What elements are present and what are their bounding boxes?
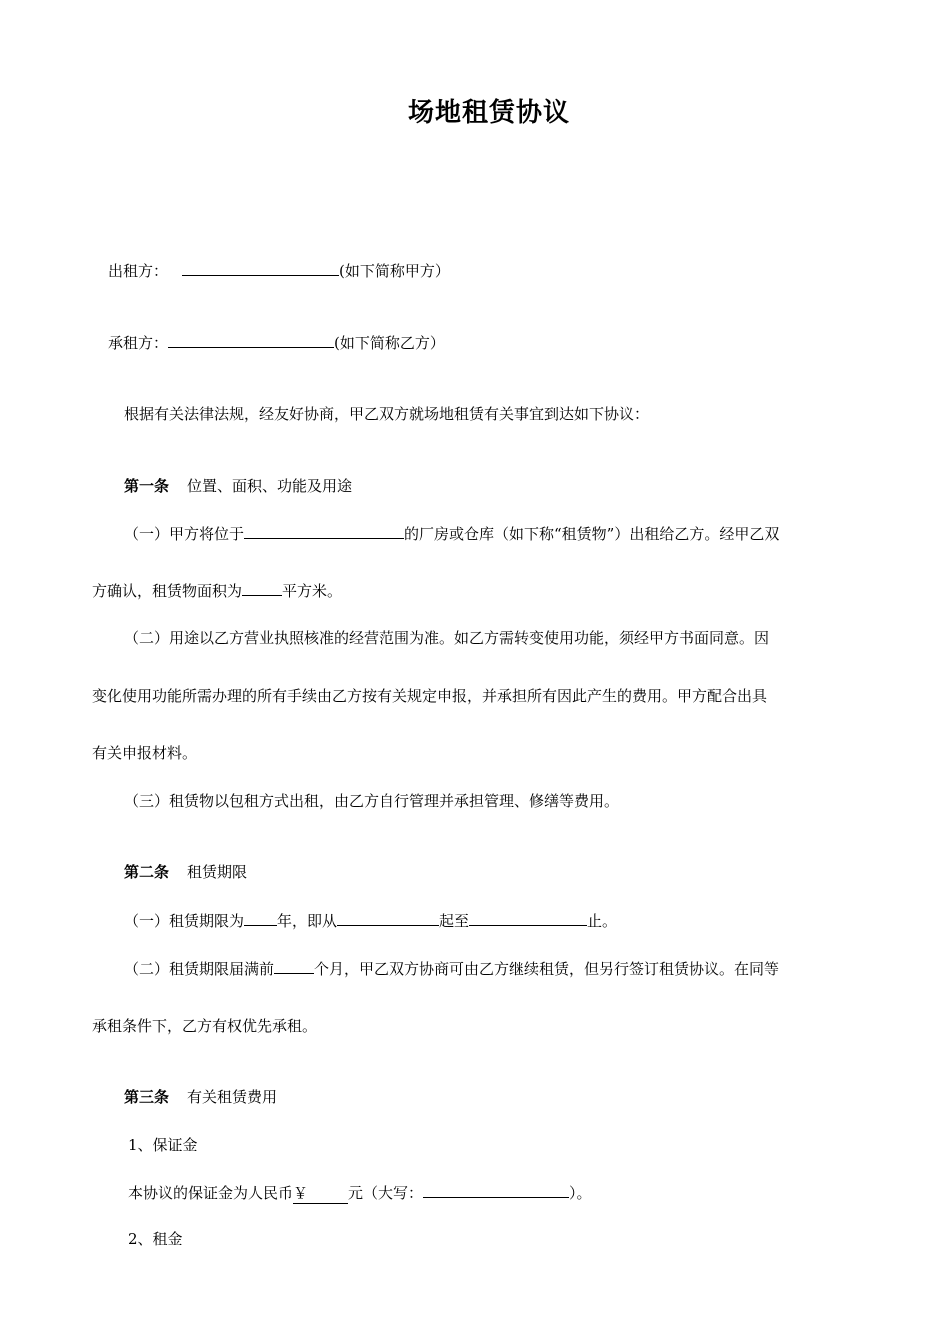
article2-p1-text-c: 起至 <box>439 912 470 930</box>
deposit-line <box>128 1182 908 1204</box>
lessor-line <box>108 260 888 281</box>
deposit-words-blank <box>423 1182 569 1198</box>
area-blank <box>242 580 282 596</box>
deposit-text-a: 本协议的保证金为人民币 <box>128 1184 294 1202</box>
lessor-label: 出租方： <box>108 262 169 280</box>
article2-p1-text-a: （一）租赁期限为 <box>124 912 245 930</box>
article1-p2-line2: 变化使用功能所需办理的所有手续由乙方按有关规定申报，并承担所有因此产生的费用。甲方配合出具 <box>92 687 768 705</box>
article3-item1: 1、保证金 <box>128 1136 198 1154</box>
article1-p1-text-b: 的厂房或仓库（如下称“租赁物”）出租给乙方。经甲乙双 <box>404 525 780 543</box>
end-date-blank <box>469 910 587 926</box>
lessee-label: 承租方： <box>108 334 169 352</box>
article2-p2-text-b: 个月，甲乙双方协商可由乙方继续租赁，但另行签订租赁协议。在同等 <box>314 960 780 978</box>
article2-heading <box>124 862 904 882</box>
article3-item2: 2、租金 <box>128 1230 183 1248</box>
lessor-name-blank <box>182 260 339 276</box>
article2-p1-text-d: 止。 <box>587 912 618 930</box>
article2-p1-text-b: 年，即从 <box>277 912 338 930</box>
article1-p1-line2 <box>92 580 872 601</box>
intro-paragraph: 根据有关法律法规，经友好协商，甲乙双方就场地租赁有关事宜到达如下协议： <box>124 405 650 423</box>
article3-title: 有关租赁费用 <box>187 1088 278 1106</box>
deposit-text-b: 元（大写： <box>348 1184 424 1202</box>
article1-p1-line1 <box>124 523 904 544</box>
months-blank <box>274 958 314 974</box>
lessee-name-blank <box>168 332 334 348</box>
article1-p2-line3: 有关申报材料。 <box>92 744 198 762</box>
start-date-blank <box>337 910 439 926</box>
article2-p1 <box>124 910 904 931</box>
article2-title: 租赁期限 <box>187 863 248 881</box>
article2-p2-text-a: （二）租赁期限届满前 <box>124 960 275 978</box>
article3-number: 第三条 <box>124 1088 170 1106</box>
years-blank <box>244 910 277 926</box>
article3-heading <box>124 1087 904 1107</box>
deposit-text-c: ）。 <box>569 1184 592 1202</box>
article2-number: 第二条 <box>124 863 170 881</box>
deposit-amount-blank <box>293 1183 348 1204</box>
lessee-suffix: (如下简称乙方） <box>334 334 445 352</box>
article1-number: 第一条 <box>124 477 170 495</box>
location-blank <box>244 523 404 539</box>
article1-p1-text-d: 平方米。 <box>282 582 343 600</box>
article2-p2-line2: 承租条件下，乙方有权优先承租。 <box>92 1017 318 1035</box>
currency-symbol: ￥ <box>293 1184 309 1202</box>
article1-p2-line1: （二）用途以乙方营业执照核准的经营范围为准。如乙方需转变使用功能，须经甲方书面同意。因 <box>124 629 770 647</box>
lessor-suffix: (如下简称甲方） <box>339 262 450 280</box>
article1-p1-text-c: 方确认，租赁物面积为 <box>92 582 243 600</box>
article1-title: 位置、面积、功能及用途 <box>187 477 353 495</box>
document-title: 场地租赁协议 <box>407 98 570 128</box>
article1-p1-text-a: （一）甲方将位于 <box>124 525 245 543</box>
article2-p2-line1 <box>124 958 904 979</box>
lessee-line <box>108 332 888 353</box>
article1-p3: （三）租赁物以包租方式出租，由乙方自行管理并承担管理、修缮等费用。 <box>124 792 620 810</box>
article1-heading <box>124 476 904 496</box>
